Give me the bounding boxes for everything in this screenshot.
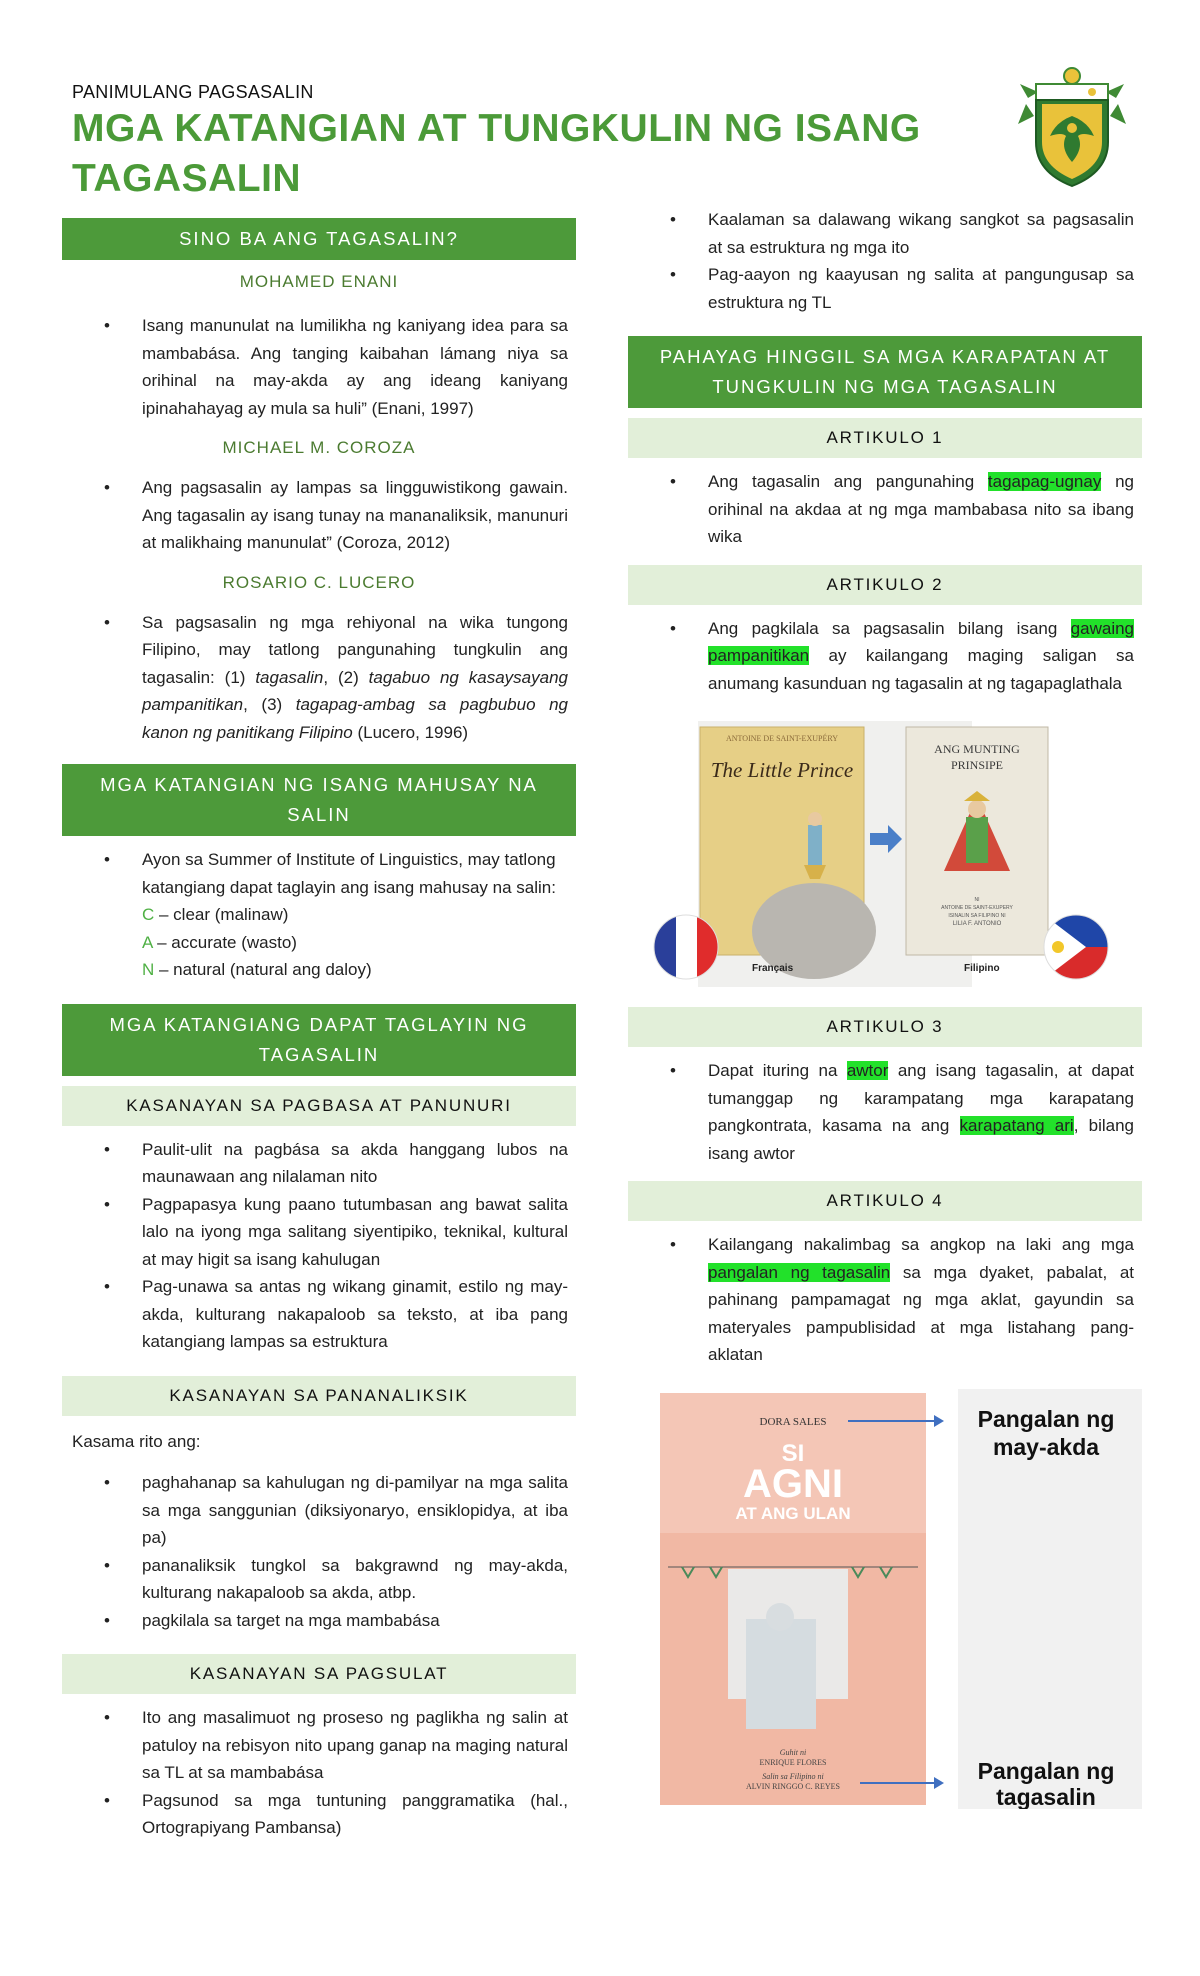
mahusay-item: [62, 846, 576, 984]
book2-title-line1: ANG MUNTING: [934, 742, 1020, 756]
csa-letter-a: A: [142, 932, 153, 952]
pananaliksik-intro: Kasama rito ang:: [72, 1431, 201, 1451]
list-item: • Ito ang masalimuot ng proseso ng paglikha ng salin at patuloy na rebisyon nito upang ganap na maging natural sa TL at sa mambabása: [62, 1704, 576, 1787]
artikulo-3-part: , bilang isang awtor: [708, 1116, 1134, 1163]
list-item: • Pagpapasya kung paano tutumbasan ang bawat salita lalo na iyong mga salitang siyentipiko, teknikal, kultural at may higit sa isang kahulugan: [62, 1191, 576, 1274]
book1-author: ANTOINE DE SAINT-EXUPÉRY: [726, 734, 838, 743]
csa-letter-c: C: [142, 905, 155, 924]
document-title: MGA KATANGIAN AT TUNGKULIN NG ISANG TAGASALIN: [72, 107, 921, 200]
book3-author: DORA SALES: [759, 1415, 827, 1428]
subheading-artikulo-2: ARTIKULO 2: [628, 565, 1142, 605]
taglayin-continued-list: [628, 206, 1142, 316]
highlight-karapatang-ari: karapatang ari: [959, 1116, 1074, 1135]
book3-salin-label: Salin sa Filipino ni: [762, 1771, 824, 1781]
book3-guhit-label: Guhit ni: [779, 1747, 807, 1757]
callout-translator-line2: tagasalin: [996, 1783, 1096, 1809]
artikulo-3-text: [628, 1057, 1142, 1167]
subheading-artikulo-3: ARTIKULO 3: [628, 1007, 1142, 1047]
coroza-list: [62, 474, 576, 557]
mahusay-list: [62, 846, 576, 984]
lucero-role-3: tagapag-ambag sa pagbubuo ng kanon ng panitikang Filipino: [142, 695, 568, 742]
artikulo-1-part: ng orihinal na akdaa at ng mga mambabasa nito sa ibang wika: [708, 472, 1134, 546]
enani-list: [62, 312, 576, 422]
artikulo-1-text: [628, 468, 1142, 551]
section-heading-pahayag: PAHAYAG HINGGIL SA MGA KARAPATAN AT TUNGKULIN NG MGA TAGASALIN: [628, 336, 1142, 408]
highlight-pangalan-ng-tagasalin: pangalan ng tagasalin: [708, 1262, 891, 1282]
lucero-quote: [62, 609, 576, 747]
artikulo-3-part: ang isang tagasalin, at dapat tumanggap ng karampatang mga karapatang pangkontrata, kasama na ang: [708, 1061, 1134, 1135]
coroza-quote: • Ang pagsasalin ay lampas sa lingguwistikong gawain. Ang tagasalin ay isang tunay na mananaliksik, manunuri at malikhaing manunulat” (Coroza, 2012): [62, 474, 576, 557]
list-item: • pagkilala sa target na mga mambabása: [62, 1607, 576, 1635]
book2-title-line2: PRINSIPE: [950, 758, 1004, 772]
si-agni-book-image: [628, 1389, 1142, 1809]
subheading-pananaliksik: KASANAYAN SA PANANALIKSIK: [62, 1376, 576, 1416]
artikulo-1-part: Ang tagasalin ang pangunahing: [708, 472, 988, 491]
book1-title: The Little Prince: [710, 758, 854, 782]
author-name-lucero: ROSARIO C. LUCERO: [222, 572, 416, 592]
subheading-artikulo-4: ARTIKULO 4: [628, 1181, 1142, 1221]
csa-text-c: – clear (malinaw): [154, 905, 289, 924]
artikulo-2-part: Ang pagkilala sa pagsasalin bilang isang: [708, 618, 1071, 638]
callout-author-line2: may-akda: [992, 1433, 1100, 1460]
book2-author: ANTOINE DE SAINT-EXUPERY: [941, 905, 1013, 911]
author-name-enani: MOHAMED ENANI: [239, 272, 399, 291]
list-item: • Paulit-ulit na pagbása sa akda hanggang lubos na maunawaan ang nilalaman nito: [62, 1136, 576, 1191]
right-column: [628, 206, 1142, 1809]
artikulo-2-list: [628, 615, 1142, 698]
left-column: [62, 218, 576, 1842]
document-subtitle: PANIMULANG PAGSASALIN: [72, 82, 314, 102]
list-item: • Kaalaman sa dalawang wikang sangkot sa pagsasalin at sa estruktura ng mga ito: [628, 206, 1142, 261]
subheading-artikulo-1: ARTIKULO 1: [628, 418, 1142, 458]
list-item: • Pagsunod sa mga tuntuning panggramatika (hal., Ortograpiyang Pambansa): [62, 1787, 576, 1842]
label-francais: Français: [752, 963, 794, 974]
mahusay-intro: Ayon sa Summer of Institute of Linguistics, may tatlong katangiang dapat taglayin ang isang mahusay na salin:: [142, 850, 556, 897]
csa-accurate: [142, 929, 568, 957]
callout-translator-line1: Pangalan ng: [977, 1757, 1115, 1784]
philippine-flag-icon: [1044, 915, 1108, 979]
highlight-tagapag-ugnay: tagapag-ugnay: [987, 472, 1102, 491]
artikulo-3-part: Dapat ituring na: [708, 1061, 847, 1080]
book2-byline-small: NI: [974, 897, 980, 903]
enani-quote: • Isang manunulat na lumilikha ng kaniyang idea para sa mambabása. Ang tanging kaibahan lámang niya sa orihinal na may-akda ay ang ideang kaniyang ipinahahayag ay mula sa huli” (Enani, 1997): [62, 312, 576, 422]
subheading-pagsulat: KASANAYAN SA PAGSULAT: [62, 1654, 576, 1694]
section-heading-sino: SINO BA ANG TAGASALIN?: [62, 218, 576, 260]
little-prince-comparison-image: [628, 721, 1142, 987]
highlight-gawaing-pampanitikan: gawaing pampanitikan: [708, 618, 1134, 665]
book-cover-callout-illustration: [628, 1389, 1142, 1809]
lucero-text-1: Sa pagsasalin ng mga rehiyonal na wika tungong Filipino, may tatlong pangunahing tungkulin ang tagasalin: (1): [142, 612, 568, 687]
school-seal-icon: [1016, 64, 1128, 190]
csa-text-a: – accurate (wasto): [152, 932, 297, 952]
list-item: • pananaliksik tungkol sa bakgrawnd ng may-akda, kulturang nakapaloob sa akda, atbp.: [62, 1552, 576, 1607]
csa-text-n: – natural (natural ang daloy): [154, 960, 372, 979]
book3-translator: ALVIN RINGGO C. REYES: [746, 1781, 840, 1791]
book-comparison-illustration: [628, 721, 1142, 987]
list-item: • paghahanap sa kahulugan ng di-pamilyar na mga salita sa mga sanggunian (diksiyonaryo, ensiklopidya, at iba pa): [62, 1469, 576, 1552]
artikulo-2-text: [628, 615, 1142, 698]
csa-natural: [142, 956, 568, 984]
artikulo-4-list: [628, 1231, 1142, 1369]
list-item: • Pag-aayon ng kaayusan ng salita at pangungusap sa estruktura ng TL: [628, 261, 1142, 316]
lucero-text-2: , (2): [323, 667, 369, 687]
artikulo-2-part: ay kailangang maging saligan sa anumang kasunduan ng tagasalin at ng tagapaglathala: [708, 646, 1134, 693]
artikulo-1-list: [628, 468, 1142, 551]
book3-title-rest: AT ANG ULAN: [735, 1503, 851, 1523]
label-filipino: Filipino: [964, 963, 1000, 974]
book2-translator: LILIA F. ANTONIO: [952, 921, 1002, 927]
highlight-awtor: awtor: [846, 1061, 889, 1080]
section-heading-mahusay: MGA KATANGIAN NG ISANG MAHUSAY NA SALIN: [62, 764, 576, 836]
lucero-text-3: , (3): [243, 695, 296, 714]
france-flag-icon: [654, 915, 719, 979]
author-name-coroza: MICHAEL M. COROZA: [222, 438, 416, 457]
pagsulat-list: [62, 1704, 576, 1842]
lucero-text-4: (Lucero, 1996): [352, 722, 469, 742]
lucero-list: [62, 609, 576, 747]
callout-author-line1: Pangalan ng: [977, 1405, 1115, 1432]
lucero-role-1: tagasalin: [255, 667, 324, 687]
artikulo-4-text: [628, 1231, 1142, 1369]
list-item: • Pag-unawa sa antas ng wikang ginamit, estilo ng may-akda, kulturang nakapaloob sa teksto, at iba pang katangiang lampas sa estruktura: [62, 1273, 576, 1356]
artikulo-4-part: Kailangang nakalimbag sa angkop na laki ang mga: [708, 1235, 1134, 1254]
book3-illustrator: ENRIQUE FLORES: [759, 1757, 827, 1767]
csa-letter-n: N: [142, 960, 155, 979]
csa-clear: [142, 901, 568, 929]
artikulo-3-list: [628, 1057, 1142, 1167]
section-heading-taglayin: MGA KATANGIANG DAPAT TAGLAYIN NG TAGASALIN: [62, 1004, 576, 1076]
pagbasa-list: [62, 1136, 576, 1356]
lucero-role-2: tagabuo ng kasaysayang pampanitikan: [142, 667, 568, 714]
subheading-pagbasa: KASANAYAN SA PAGBASA AT PANUNURI: [62, 1086, 576, 1126]
book3-title-si: SI: [781, 1439, 805, 1467]
book3-title-agni: AGNI: [743, 1461, 843, 1506]
artikulo-4-part: sa mga dyaket, pabalat, at pahinang pampamagat ng mga aklat, gayundin sa materyales pampublisidad at mga listahang pang-aklatan: [708, 1262, 1135, 1364]
book2-translator-small: ISINALIN SA FILIPINO NI: [948, 913, 1006, 919]
pananaliksik-list: [62, 1469, 576, 1634]
